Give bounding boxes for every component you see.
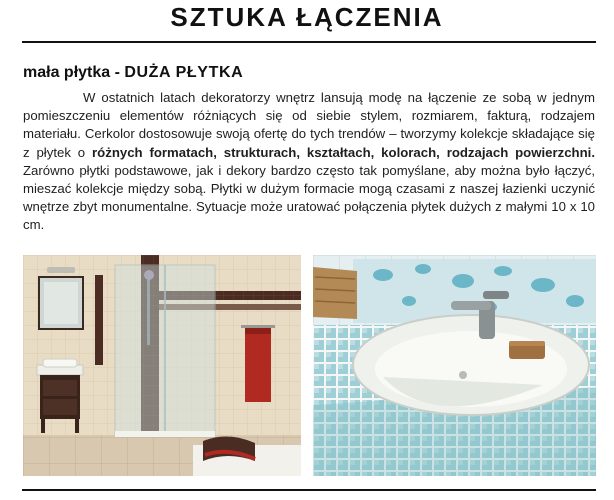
bathroom-photo — [23, 255, 301, 476]
subtitle-caps: DUŻA PŁYTKA — [124, 64, 244, 81]
body-text-part1: W ostatnich latach dekoratorzy wnętrz lansują modę na łączenie ze sobą w jednym pomieszczeniu elementów różniących się od siebie stylem, rozmiarem, fakturą, rodzajem materiału. Cerkolor dostosowuje swoją ofertę do tych trendów – tworzymy kolekcje składające się z płytek o — [23, 90, 595, 160]
subtitle-lead: mała płytka - — [23, 64, 125, 81]
bathroom-illustration — [23, 255, 301, 476]
body-text-bold: różnych formatach, strukturach, kształtach, kolorach, rodzajach powierzchni. — [92, 144, 595, 160]
section-subtitle — [23, 64, 243, 82]
page-title: SZTUKA ŁĄCZENIA — [170, 2, 444, 32]
washbasin-photo — [313, 255, 596, 476]
body-paragraph — [23, 89, 595, 235]
bottom-rule — [22, 489, 596, 491]
top-rule — [22, 41, 596, 43]
body-text-part2: Zarówno płytki podstawowe, jak i dekory bardzo często tak pomyślane, aby można było łączyć, mieszać kolekcje między sobą. Płytki w dużym formacie mogą czasami z naszej łazienki uczynić wnętrze zbyt monumentalne. Sytuacje może uratować połączenia płytek dużych z małymi 10 x 10 cm. — [23, 162, 595, 233]
washbasin-illustration — [313, 255, 596, 476]
